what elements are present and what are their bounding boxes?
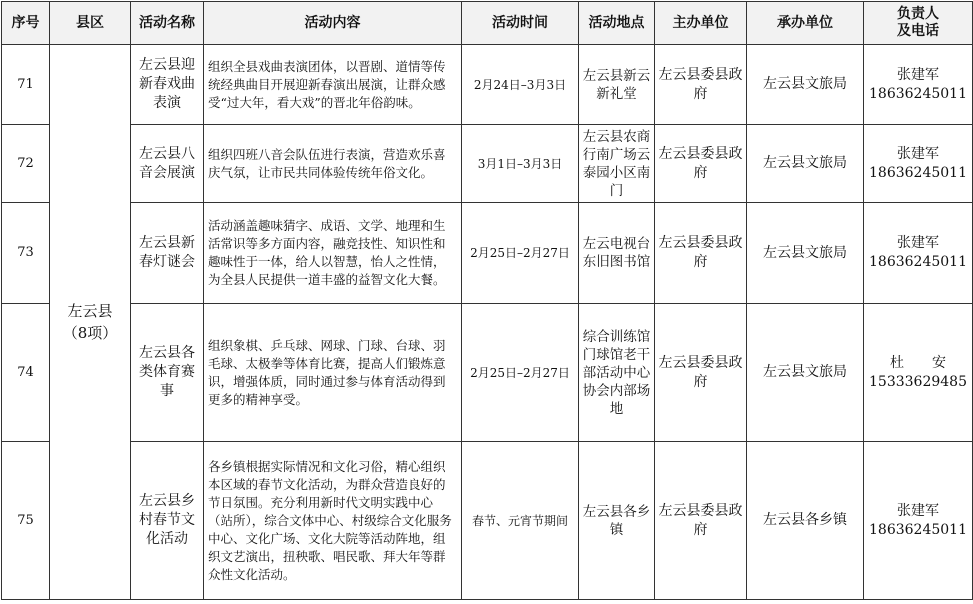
- activity-location: 左云电视台东旧图书馆: [579, 203, 655, 304]
- table-row: [2, 45, 973, 125]
- header-name: 活动名称: [131, 2, 204, 45]
- county-cell: [50, 45, 131, 600]
- host-unit: 左云县委县政府: [655, 125, 747, 203]
- county-count: （8项）: [62, 324, 118, 342]
- contact-person: 杜 安: [890, 354, 946, 371]
- contact-phone: 18636245011: [869, 85, 967, 102]
- contact-phone: 18636245011: [869, 164, 967, 181]
- activity-table: [1, 1, 973, 600]
- activity-location: 左云县农商行南广场云泰园小区南门: [579, 125, 655, 203]
- contact-cell: [864, 125, 973, 203]
- contact-person: 张建军: [897, 145, 939, 162]
- row-no: 73: [2, 203, 50, 304]
- header-contact: [864, 2, 973, 45]
- host-unit: 左云县委县政府: [655, 442, 747, 600]
- header-county: 县区: [50, 2, 131, 45]
- contact-person: 张建军: [897, 502, 939, 519]
- activity-content: 各乡镇根据实际情况和文化习俗，精心组织本区域的春节文化活动，为群众营造良好的节日氛围。充分利用新时代文明实践中心（站所），综合文体中心、村级综合文化服务中心、文化广场、文化大院等活动阵地，组织文艺演出，扭秧歌、唱民歌、拜大年等群众性文化活动。: [204, 442, 462, 600]
- contact-phone: 18636245011: [869, 521, 967, 538]
- contact-phone: 15333629485: [869, 373, 967, 390]
- table-row: [2, 203, 973, 304]
- row-no: 74: [2, 304, 50, 442]
- organizer-unit: 左云县文旅局: [747, 45, 864, 125]
- header-no: 序号: [2, 2, 50, 45]
- activity-time: 2月24日–3月3日: [462, 45, 579, 125]
- organizer-unit: 左云县文旅局: [747, 203, 864, 304]
- activity-location: 左云县各乡镇: [579, 442, 655, 600]
- table-row: [2, 304, 973, 442]
- activity-time: 3月1日–3月3日: [462, 125, 579, 203]
- activity-time: 2月25日–2月27日: [462, 203, 579, 304]
- activity-content: 组织四班八音会队伍进行表演，营造欢乐喜庆气氛，让市民共同体验传统年俗文化。: [204, 125, 462, 203]
- header-time: 活动时间: [462, 2, 579, 45]
- activity-time: 2月25日–2月27日: [462, 304, 579, 442]
- activity-location: 综合训练馆 门球馆老干部活动中心 协会内部场地: [579, 304, 655, 442]
- table-row: [2, 442, 973, 600]
- contact-cell: [864, 45, 973, 125]
- county-name: 左云县: [67, 302, 113, 320]
- host-unit: 左云县委县政府: [655, 304, 747, 442]
- host-unit: 左云县委县政府: [655, 45, 747, 125]
- activity-name: 左云县新春灯谜会: [131, 203, 204, 304]
- activity-name: 左云县迎新春戏曲表演: [131, 45, 204, 125]
- activity-name: 左云县八音会展演: [131, 125, 204, 203]
- organizer-unit: 左云县文旅局: [747, 304, 864, 442]
- header-location: 活动地点: [579, 2, 655, 45]
- organizer-unit: 左云县文旅局: [747, 125, 864, 203]
- header-content: 活动内容: [204, 2, 462, 45]
- row-no: 72: [2, 125, 50, 203]
- row-no: 71: [2, 45, 50, 125]
- contact-cell: [864, 203, 973, 304]
- activity-name: 左云县各类体育赛事: [131, 304, 204, 442]
- activity-time: 春节、元宵节期间: [462, 442, 579, 600]
- header-contact-line2: 及电话: [897, 23, 939, 39]
- contact-cell: [864, 442, 973, 600]
- header-organizer: 承办单位: [747, 2, 864, 45]
- organizer-unit: 左云县各乡镇: [747, 442, 864, 600]
- activity-location: 左云县新云新礼堂: [579, 45, 655, 125]
- activity-name: 左云县乡村春节文化活动: [131, 442, 204, 600]
- contact-phone: 18636245011: [869, 254, 967, 270]
- header-row: [2, 2, 973, 45]
- activity-content: 组织全县戏曲表演团体，以晋剧、道情等传统经典曲目开展迎新春演出展演，让群众感受“过大年，看大戏”的晋北年俗韵味。: [204, 45, 462, 125]
- contact-person: 张建军: [897, 235, 939, 251]
- header-contact-line1: 负责人: [897, 6, 939, 22]
- table-row: [2, 125, 973, 203]
- activity-content: 活动涵盖趣味猜字、成语、文学、地理和生活常识等多方面内容，融竞技性、知识性和趣味性于一体，给人以智慧，怡人之性情，为全县人民提供一道丰盛的益智文化大餐。: [204, 203, 462, 304]
- contact-cell: [864, 304, 973, 442]
- row-no: 75: [2, 442, 50, 600]
- activity-content: 组织象棋、乒乓球、网球、门球、台球、羽毛球、太极拳等体育比赛，提高人们锻炼意识，增强体质，同时通过参与体育活动得到更多的精神享受。: [204, 304, 462, 442]
- header-host: 主办单位: [655, 2, 747, 45]
- host-unit: 左云县委县政府: [655, 203, 747, 304]
- contact-person: 张建军: [897, 66, 939, 83]
